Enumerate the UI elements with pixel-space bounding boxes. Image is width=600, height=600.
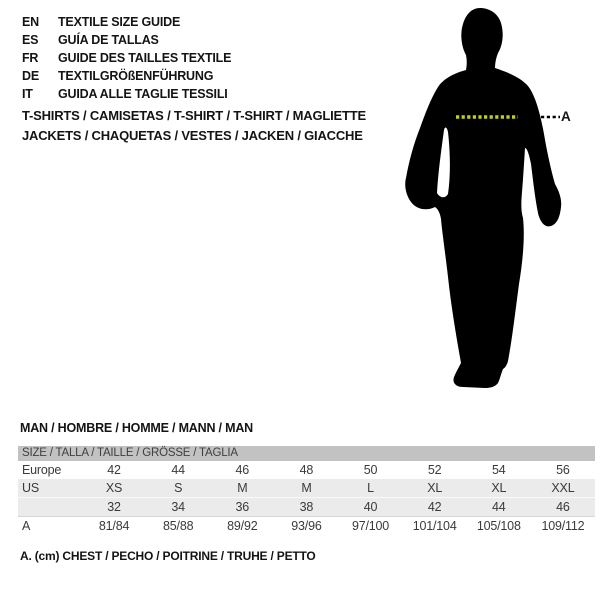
- size-cell: 40: [363, 500, 378, 514]
- row-label: Europe: [22, 463, 62, 477]
- size-cell: XS: [105, 481, 123, 495]
- product-line-tshirts: T-SHIRTS / CAMISETAS / T-SHIRT / T-SHIRT / MAGLIETTE: [22, 108, 366, 123]
- size-cell: 34: [171, 500, 185, 514]
- language-title: TEXTILE SIZE GUIDE: [58, 15, 181, 29]
- size-cell: 42: [427, 500, 442, 514]
- language-row-en: [22, 13, 231, 31]
- size-cell: 93/96: [291, 519, 322, 533]
- size-cell: 44: [492, 500, 506, 514]
- language-row-fr: [22, 49, 231, 67]
- language-title: GUIDE DES TAILLES TEXTILE: [58, 51, 232, 65]
- language-row-es: [22, 31, 231, 49]
- size-cell: 52: [427, 463, 442, 477]
- language-list: [22, 13, 231, 103]
- size-cell: 56: [556, 463, 570, 477]
- size-cell: 46: [556, 500, 570, 514]
- size-table-header: SIZE / TALLA / TAILLE / GRÖSSE / TAGLIA: [18, 446, 595, 461]
- size-cell: 44: [171, 463, 185, 477]
- table-row-us: [18, 479, 595, 497]
- size-cell: M: [237, 481, 248, 495]
- size-cell: 36: [235, 500, 250, 514]
- row-label: A: [22, 519, 31, 533]
- language-code: ES: [22, 33, 39, 47]
- size-cell: 54: [492, 463, 506, 477]
- size-cell: S: [174, 481, 183, 495]
- measurement-footnote: A. (cm) CHEST / PECHO / POITRINE / TRUHE / PETTO: [20, 549, 316, 563]
- size-cell: XL: [427, 481, 443, 495]
- product-line-jackets: JACKETS / CHAQUETAS / VESTES / JACKEN / GIACCHE: [22, 127, 363, 143]
- language-code: EN: [22, 15, 39, 29]
- table-row-europe: [18, 461, 595, 479]
- language-title: GUIDA ALLE TAGLIE TESSILI: [58, 87, 228, 101]
- measure-label-a: A: [561, 109, 571, 124]
- table-row-us-numeric: [18, 497, 595, 516]
- language-code: IT: [22, 87, 33, 101]
- silhouette-shape: [405, 8, 561, 388]
- size-cell: 105/108: [476, 519, 521, 533]
- size-cell: 38: [299, 500, 314, 514]
- size-cell: 89/92: [227, 519, 258, 533]
- language-code: DE: [22, 69, 39, 83]
- size-cell: 42: [107, 463, 121, 477]
- product-types: [22, 106, 366, 145]
- size-cell: XL: [491, 481, 507, 495]
- man-silhouette: [400, 0, 570, 400]
- size-cell: 48: [299, 463, 314, 477]
- size-cell: 81/84: [98, 519, 130, 533]
- size-cell: XXL: [551, 481, 575, 495]
- size-cell: 50: [363, 463, 378, 477]
- size-cell: L: [367, 481, 374, 495]
- size-cell: 97/100: [352, 519, 390, 533]
- row-label: US: [22, 481, 39, 495]
- size-table: [18, 446, 595, 535]
- size-cell: 46: [235, 463, 250, 477]
- size-cell: M: [301, 481, 312, 495]
- row-label: [18, 498, 82, 516]
- size-cell: 109/112: [541, 519, 585, 533]
- size-cell: 32: [107, 500, 121, 514]
- section-title: MAN / HOMBRE / HOMME / MANN / MAN: [20, 421, 253, 435]
- language-row-it: [22, 85, 231, 103]
- size-cell: 101/104: [412, 519, 457, 533]
- language-title: TEXTILGRÖßENFÜHRUNG: [58, 69, 214, 83]
- language-row-de: [22, 67, 231, 85]
- size-cell: 85/88: [163, 519, 194, 533]
- language-title: GUÍA DE TALLAS: [58, 33, 159, 47]
- language-code: FR: [22, 51, 39, 65]
- table-row-chest: [18, 516, 595, 535]
